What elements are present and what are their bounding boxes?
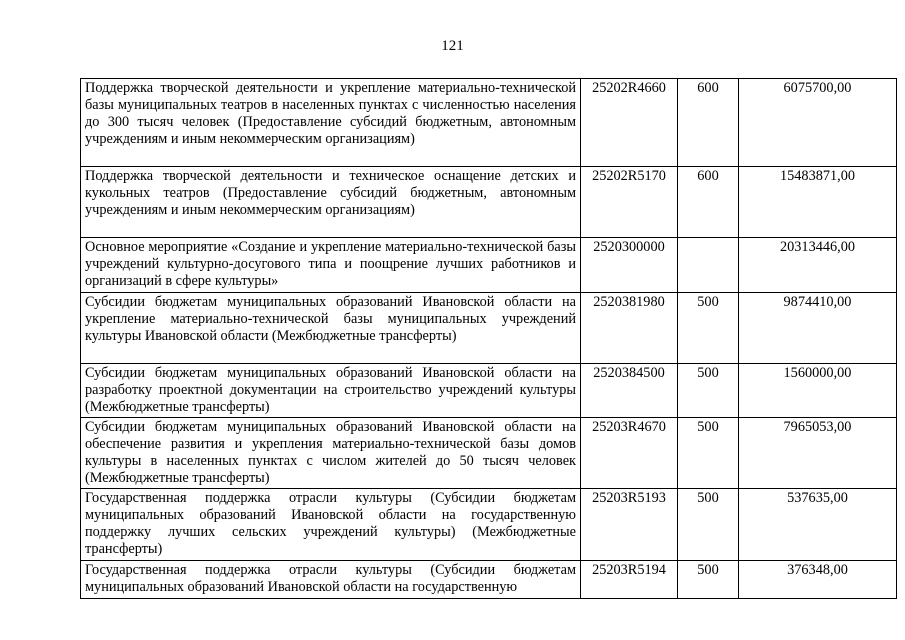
budget-table — [80, 78, 897, 599]
row-code: 25203R4670 — [581, 418, 678, 489]
row-code: 25203R5193 — [581, 489, 678, 561]
row-amount: 9874410,00 — [739, 293, 897, 364]
row-amount: 15483871,00 — [739, 167, 897, 238]
row-description: Субсидии бюджетам муниципальных образований Ивановской области на разработку проектной документации на строительство учреждений культуры (Межбюджетные трансферты) — [81, 364, 581, 418]
table-row — [81, 489, 897, 561]
row-code: 25203R5194 — [581, 561, 678, 599]
table-row — [81, 561, 897, 599]
row-code: 2520384500 — [581, 364, 678, 418]
table-row — [81, 167, 897, 238]
row-amount: 537635,00 — [739, 489, 897, 561]
row-code: 2520381980 — [581, 293, 678, 364]
row-description: Субсидии бюджетам муниципальных образований Ивановской области на укрепление материально-технической базы муниципальных учреждений культуры Ивановской области (Межбюджетные трансферты) — [81, 293, 581, 364]
row-description: Субсидии бюджетам муниципальных образований Ивановской области на обеспечение развития и укрепления материально-технической базы домов культуры в населенных пунктах с числом жителей до 50 тысяч человек (Межбюджетные трансферты) — [81, 418, 581, 489]
row-description: Государственная поддержка отрасли культуры (Субсидии бюджетам муниципальных образований Ивановской области на государственную — [81, 561, 581, 599]
row-expense-type: 600 — [678, 167, 739, 238]
row-amount: 6075700,00 — [739, 79, 897, 167]
row-expense-type: 500 — [678, 293, 739, 364]
row-code: 25202R4660 — [581, 79, 678, 167]
row-description: Основное мероприятие «Создание и укрепление материально-технической базы учреждений культурно-досугового типа и поощрение лучших работников и организаций в сфере культуры» — [81, 238, 581, 293]
row-expense-type — [678, 238, 739, 293]
row-code: 2520300000 — [581, 238, 678, 293]
row-description: Поддержка творческой деятельности и техническое оснащение детских и кукольных театров (Предоставление субсидий бюджетным, автономным учреждениям и иным некоммерческим организациям) — [81, 167, 581, 238]
row-expense-type: 500 — [678, 561, 739, 599]
row-expense-type: 600 — [678, 79, 739, 167]
table-row — [81, 364, 897, 418]
row-code: 25202R5170 — [581, 167, 678, 238]
row-expense-type: 500 — [678, 418, 739, 489]
table-row — [81, 79, 897, 167]
row-description: Поддержка творческой деятельности и укрепление материально-технической базы муниципальных театров в населенных пунктах с численностью населения до 300 тысяч человек (Предоставление субсидий бюджетным, автономным учреждениям и иным некоммерческим организациям) — [81, 79, 581, 167]
table-row — [81, 238, 897, 293]
row-description: Государственная поддержка отрасли культуры (Субсидии бюджетам муниципальных образований Ивановской области на государственную поддержку лучших сельских учреждений культуры) (Межбюджетные трансферты) — [81, 489, 581, 561]
row-amount: 7965053,00 — [739, 418, 897, 489]
table-row — [81, 293, 897, 364]
row-expense-type: 500 — [678, 489, 739, 561]
table-row — [81, 418, 897, 489]
row-expense-type: 500 — [678, 364, 739, 418]
row-amount: 1560000,00 — [739, 364, 897, 418]
row-amount: 20313446,00 — [739, 238, 897, 293]
row-amount: 376348,00 — [739, 561, 897, 599]
page-number: 121 — [441, 38, 464, 54]
